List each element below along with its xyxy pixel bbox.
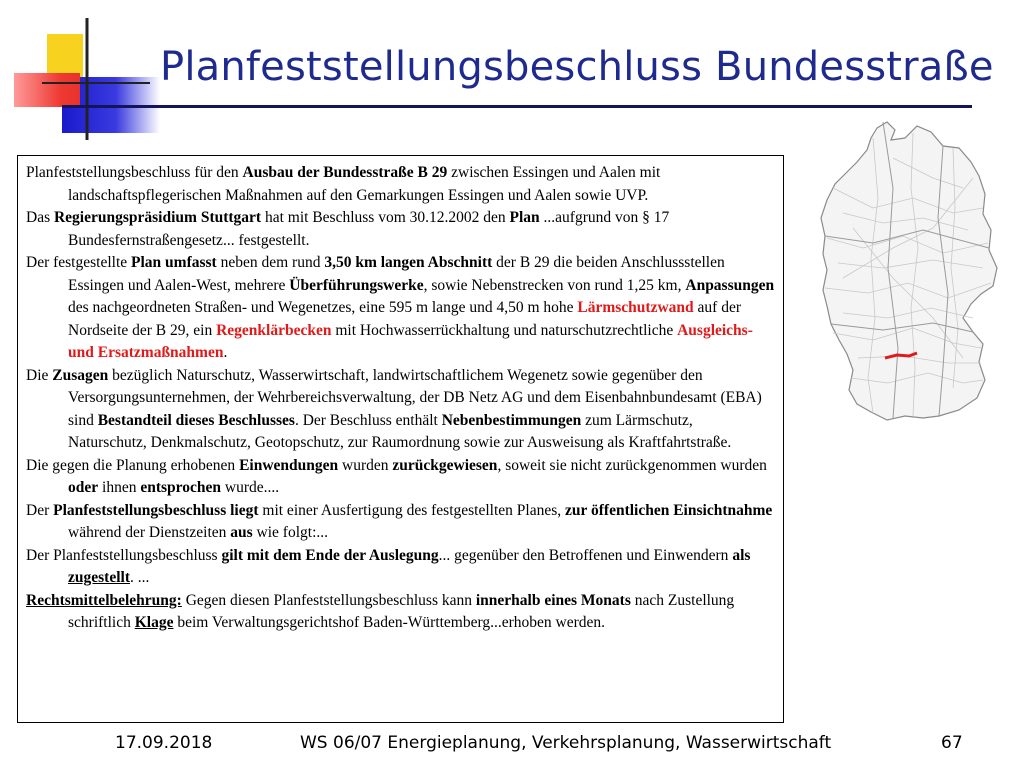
emphasis-text: als — [732, 546, 751, 564]
body-text: Der — [26, 501, 54, 519]
body-text: auf der Nordseite der B 29, ein — [68, 299, 741, 339]
body-text: neben dem rund — [216, 254, 325, 271]
paragraph — [26, 162, 775, 207]
body-text: Die gegen die Planung erhobenen — [26, 456, 240, 474]
body-text: Die — [26, 366, 53, 384]
title-divider — [62, 105, 972, 108]
body-text: hat mit Beschluss vom 30.12.2002 den — [261, 209, 510, 226]
emphasis-text: Ausbau der Bundesstraße B 29 — [242, 164, 448, 181]
paragraph — [26, 207, 775, 252]
text-box — [17, 155, 784, 723]
emphasis-text: Klage — [134, 614, 174, 631]
germany-map-icon — [813, 118, 1009, 426]
body-text: ...aufgrund von § 17 Bundesfernstraßengesetz... festgestellt. — [68, 209, 670, 249]
emphasis-text: zurückgewiesen — [392, 456, 498, 474]
body-text: ... gegenüber den Betroffenen und Einwendern — [438, 546, 733, 564]
emphasis-text: Bestandteil dieses Beschlusses — [97, 411, 295, 429]
emphasis-text: Überführungswerke — [289, 276, 424, 294]
emphasis-text: Lärmschutzwand — [577, 299, 694, 316]
slide-logo-icon — [0, 0, 160, 140]
body-text: während der Dienstzeiten — [68, 524, 231, 541]
body-text: wurden — [338, 456, 393, 474]
body-text: Der festgestellte — [26, 254, 132, 271]
emphasis-text: zugestellt — [68, 569, 130, 586]
body-text: des nachgeordneten Straßen- und Wegenetzes, eine 595 m lange und 4,50 m hohe — [68, 299, 578, 316]
body-text: , soweit sie nicht zurückgenommen wurden — [497, 456, 767, 474]
body-text: zum Lärmschutz, Naturschutz, Denkmalschutz, Geotopschutz, zur Raumordnung sowie zur Ausweisung als Kraftfahrtstraße. — [68, 411, 732, 451]
emphasis-text: Planfeststellungsbeschluss liegt — [53, 501, 259, 519]
emphasis-text: Nebenbestimmungen — [441, 411, 582, 429]
body-text: wie folgt:... — [252, 524, 329, 541]
footer-page-number: 67 — [941, 733, 963, 753]
emphasis-text: 3,50 km langen Abschnitt — [324, 254, 493, 271]
body-text: ihnen — [98, 479, 141, 496]
emphasis-text: Zusagen — [52, 366, 109, 384]
paragraph — [26, 545, 775, 590]
body-text: mit einer Ausfertigung des festgestellten Planes, — [258, 501, 566, 519]
body-text: wurde.... — [221, 479, 280, 496]
body-text: beim Verwaltungsgerichtshof Baden-Württemberg...erhoben werden. — [173, 614, 606, 631]
footer-course: WS 06/07 Energieplanung, Verkehrsplanung, Wasserwirtschaft — [300, 733, 832, 753]
body-text: der B 29 die beiden Anschlussstellen Essingen und Aalen-West, mehrere — [68, 254, 725, 294]
emphasis-text: Plan — [509, 209, 540, 226]
body-text: nach Zustellung schriftlich — [68, 591, 735, 631]
emphasis-text: Einwendungen — [239, 456, 339, 474]
emphasis-text: Ausgleichs- und Ersatzmaßnahmen — [68, 321, 753, 361]
emphasis-text: Plan umfasst — [131, 254, 217, 271]
emphasis-text: aus — [230, 524, 253, 541]
emphasis-text: Regenklärbecken — [216, 321, 332, 339]
body-text: . ... — [129, 569, 150, 586]
paragraph — [26, 365, 775, 455]
emphasis-text: entsprochen — [140, 479, 221, 496]
emphasis-text: oder — [68, 479, 99, 496]
body-text: bezüglich Naturschutz, Wasserwirtschaft, landwirtschaftlichem Wegenetz sowie gegenüber den Versorgungsunternehmen, der Wehrbereichsverwaltung, der DB Netz AG und dem Eisenbahnbundesamt (EBA) sind — [68, 366, 762, 429]
footer-date: 17.09.2018 — [115, 733, 213, 753]
body-text: . — [223, 344, 228, 361]
emphasis-text: Regierungspräsidium Stuttgart — [53, 209, 262, 226]
body-text: Planfeststellungsbeschluss für den — [26, 164, 243, 181]
paragraph — [26, 500, 775, 545]
emphasis-text: zur öffentlichen Einsichtnahme — [565, 501, 773, 519]
paragraph — [26, 252, 775, 365]
body-text: , sowie Nebenstrecken von rund 1,25 km, — [423, 276, 686, 294]
emphasis-text: Rechtsmittelbelehrung: — [26, 591, 182, 609]
emphasis-text: gilt mit dem Ende der Auslegung — [221, 546, 439, 564]
emphasis-text: innerhalb eines Monats — [475, 591, 631, 609]
body-text: . Der Beschluss enthält — [294, 411, 442, 429]
paragraph — [26, 455, 775, 500]
page-title: Planfeststellungsbeschluss Bundesstraße — [160, 44, 994, 90]
body-text: zwischen Essingen und Aalen mit landschaftspflegerischen Maßnahmen auf den Gemarkungen Essingen und Aalen sowie UVP. — [68, 164, 661, 204]
paragraph — [26, 590, 775, 635]
emphasis-text: Anpassungen — [685, 276, 775, 294]
body-text: Das — [26, 209, 54, 226]
body-text: Gegen diesen Planfeststellungsbeschluss kann — [181, 591, 476, 609]
body-text: mit Hochwasserrückhaltung und naturschutzrechtliche — [331, 321, 678, 339]
body-text: Der Planfeststellungsbeschluss — [26, 546, 222, 564]
